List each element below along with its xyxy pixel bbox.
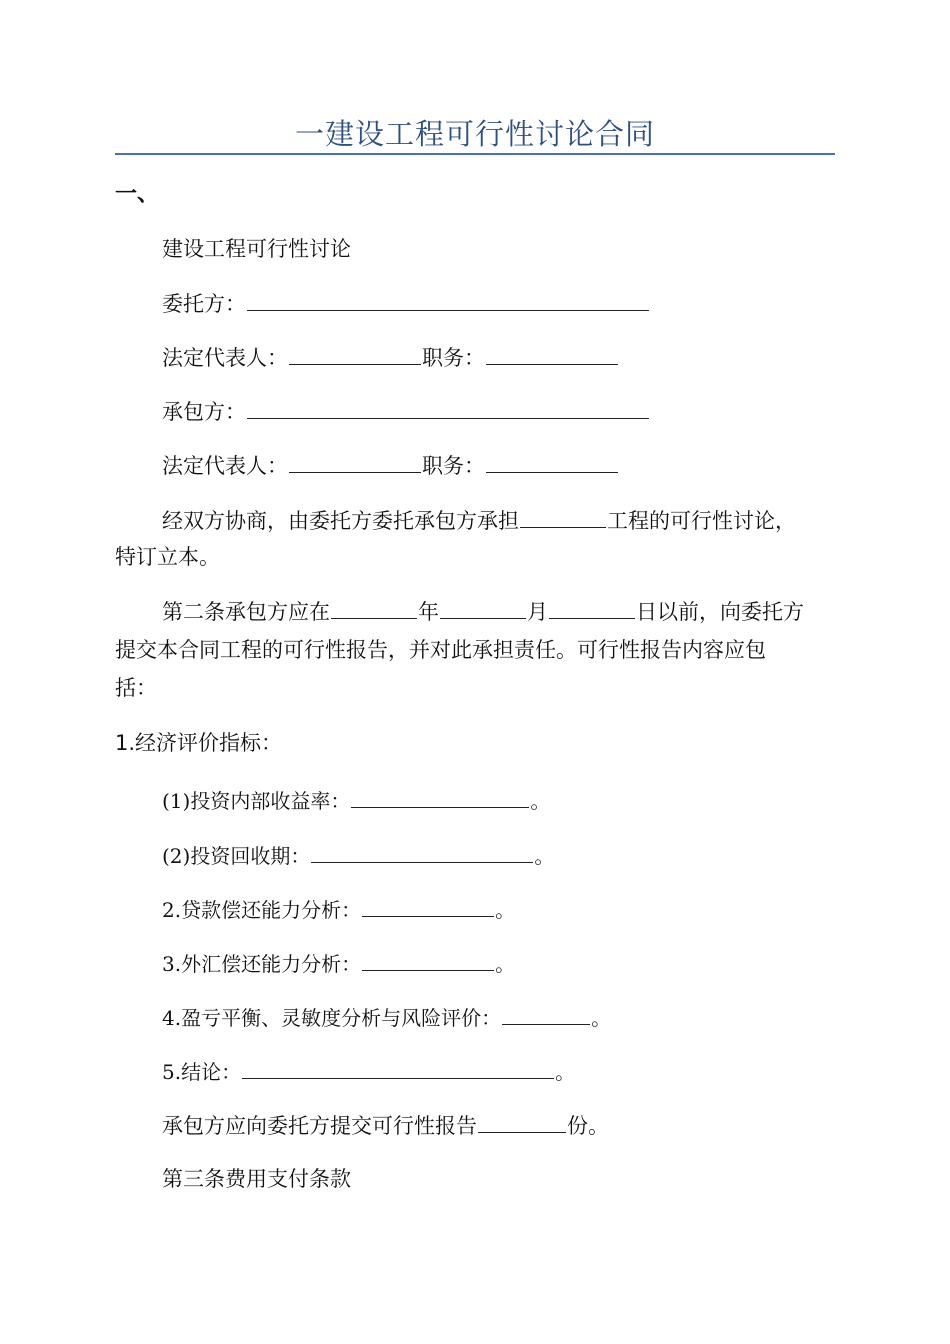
item-fx-blank[interactable] — [362, 950, 494, 971]
item-risk-blank[interactable] — [502, 1004, 590, 1025]
article-2-line-2: 提交本合同工程的可行性报告，并对此承担责任。可行性报告内容应包 — [115, 638, 766, 662]
legal-rep-label: 法定代表人： — [162, 454, 288, 478]
item-fx-label: 3.外汇偿还能力分析： — [162, 952, 362, 976]
item-payback — [162, 842, 554, 869]
client-line — [162, 290, 650, 317]
legal-rep-label: 法定代表人： — [162, 346, 288, 370]
year-label: 年 — [418, 600, 439, 624]
item-irr-label: (1)投资内部收益率： — [162, 789, 351, 813]
contractor-line — [162, 398, 650, 425]
item-fx — [162, 950, 515, 977]
legal-rep-line-1 — [162, 344, 619, 371]
day-blank[interactable] — [549, 598, 635, 619]
copies-text: 承包方应向委托方提交可行性报告 — [162, 1114, 477, 1138]
period: 。 — [495, 952, 516, 976]
agreement-line-1 — [162, 507, 796, 534]
item-irr-blank[interactable] — [351, 787, 529, 808]
copies-blank[interactable] — [478, 1112, 566, 1133]
period: 。 — [534, 844, 555, 868]
section-1-number: 1. — [115, 731, 136, 755]
position-label: 职务： — [422, 454, 485, 478]
item-risk — [162, 1004, 611, 1031]
legal-rep-line-2 — [162, 452, 619, 479]
item-conclusion — [162, 1058, 575, 1085]
contractor-blank[interactable] — [247, 398, 649, 419]
section-1-heading — [115, 730, 282, 756]
subject-line: 建设工程可行性讨论 — [162, 237, 351, 261]
position-blank[interactable] — [486, 344, 618, 365]
copies-unit: 份。 — [567, 1114, 609, 1138]
legal-rep-blank[interactable] — [289, 344, 421, 365]
item-irr — [162, 787, 550, 814]
agreement-text: 工程的可行性讨论， — [607, 509, 796, 533]
item-loan-label: 2.贷款偿还能力分析： — [162, 898, 362, 922]
project-blank[interactable] — [520, 507, 606, 528]
client-label: 委托方： — [162, 292, 246, 316]
title-underline — [115, 153, 835, 155]
item-loan — [162, 896, 515, 923]
item-payback-blank[interactable] — [311, 842, 533, 863]
article-2-line-3: 括： — [115, 676, 157, 700]
article-3-heading: 第三条费用支付条款 — [162, 1167, 351, 1191]
month-blank[interactable] — [440, 598, 526, 619]
document-title: 一建设工程可行性讨论合同 — [294, 117, 655, 151]
year-blank[interactable] — [331, 598, 417, 619]
period: 。 — [591, 1006, 612, 1030]
section-heading: 一、 — [115, 182, 160, 207]
agreement-line-2: 特订立本。 — [115, 545, 220, 569]
period: 。 — [555, 1060, 576, 1084]
agreement-text: 经双方协商，由委托方委托承包方承担 — [162, 509, 519, 533]
month-label: 月 — [527, 600, 548, 624]
item-payback-label: (2)投资回收期： — [162, 844, 311, 868]
legal-rep-blank[interactable] — [289, 452, 421, 473]
section-1-text: 经济评价指标： — [135, 731, 283, 755]
contractor-label: 承包方： — [162, 400, 246, 424]
article-2-text: 日以前，向委托方 — [636, 600, 804, 624]
item-loan-blank[interactable] — [362, 896, 494, 917]
item-conclusion-label: 5.结论： — [162, 1060, 242, 1084]
item-conclusion-blank[interactable] — [242, 1058, 554, 1079]
period: 。 — [530, 789, 551, 813]
copies-line — [162, 1112, 609, 1139]
client-blank[interactable] — [247, 290, 649, 311]
period: 。 — [495, 898, 516, 922]
article-2-line-1 — [162, 598, 804, 625]
item-risk-label: 4.盈亏平衡、灵敏度分析与风险评价： — [162, 1006, 502, 1030]
position-label: 职务： — [422, 346, 485, 370]
article-2-text: 第二条承包方应在 — [162, 600, 330, 624]
position-blank[interactable] — [486, 452, 618, 473]
